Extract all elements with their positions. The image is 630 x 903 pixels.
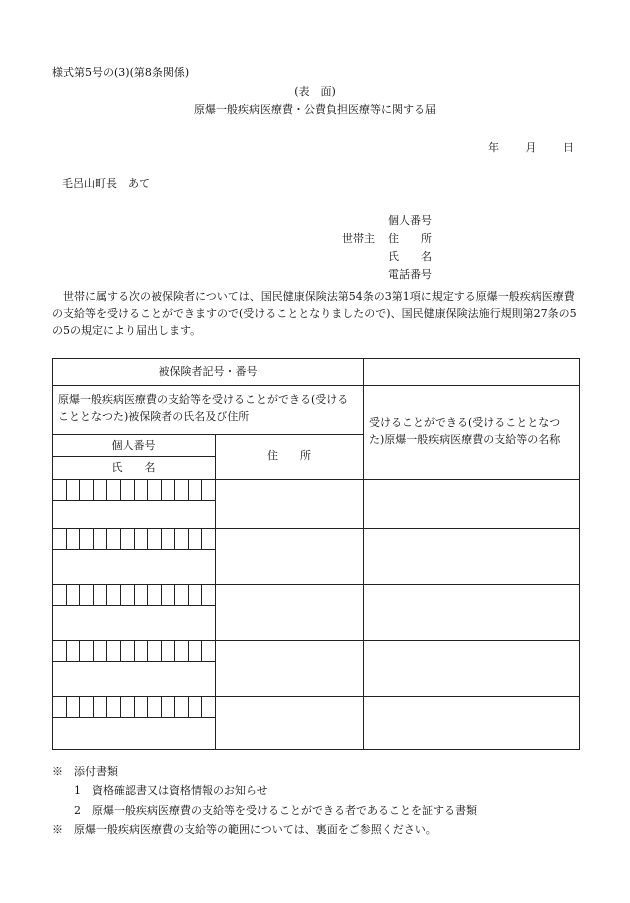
attachment-title: 添付書類 — [74, 765, 118, 778]
side-label: (表 面) — [294, 85, 336, 98]
address-field[interactable] — [216, 528, 363, 584]
sender-role-label: 世帯主 — [342, 232, 375, 245]
benefit-name-label: 受けることができる(受けることとなつた)原爆一般疾病医療費の支給等の名称 — [369, 416, 561, 447]
individual-number-field[interactable] — [52, 696, 215, 717]
attachment-mark: ※ — [52, 765, 63, 778]
benefit-name-field[interactable] — [364, 696, 579, 749]
insured-description: 原爆一般疾病医療費の支給等を受けることができる(受けることとなつた)被保険者の氏名及び住所 — [58, 393, 349, 424]
form-number-label: 様式第5号の(3)(第8条関係) — [52, 66, 190, 79]
name-label: 氏 名 — [111, 461, 156, 474]
sender-name-label: 氏 名 — [388, 250, 432, 263]
benefit-name-field[interactable] — [364, 584, 579, 640]
document-title: 原爆一般疾病医療費・公費負担医療等に関する届 — [194, 103, 436, 116]
name-field[interactable] — [52, 605, 215, 640]
address-field[interactable] — [216, 479, 363, 528]
notes — [52, 762, 477, 839]
benefit-name-field[interactable] — [364, 640, 579, 696]
insured-symbol-value[interactable] — [364, 358, 579, 385]
individual-number-field[interactable] — [52, 584, 215, 605]
date-day: 日 — [563, 141, 574, 154]
name-field[interactable] — [52, 549, 215, 584]
benefit-name-field[interactable] — [364, 528, 579, 584]
note-mark: ※ — [52, 822, 63, 836]
individual-number-field[interactable] — [52, 528, 215, 549]
benefit-name-field[interactable] — [364, 479, 579, 528]
date-year: 年 — [488, 141, 499, 154]
attachment-item-2: 2 原爆一般疾病医療費の支給等を受けることができる者であることを証する書類 — [74, 803, 477, 817]
sender-phone-label: 電話番号 — [388, 268, 432, 281]
addressee: 毛呂山町長 あて — [62, 177, 150, 190]
note-text: 原爆一般疾病医療費の支給等の範囲については、裏面をご参照ください。 — [74, 822, 437, 836]
name-field[interactable] — [52, 500, 215, 528]
name-field[interactable] — [52, 717, 215, 749]
sender-individual-number-label: 個人番号 — [388, 214, 432, 227]
address-field[interactable] — [216, 584, 363, 640]
attachment-item-1: 1 資格確認書又は資格情報のお知らせ — [74, 784, 268, 798]
individual-number-field[interactable] — [52, 640, 215, 661]
individual-number-label: 個人番号 — [111, 439, 156, 452]
name-field[interactable] — [52, 661, 215, 696]
sender-block — [342, 214, 448, 286]
insured-symbol-label: 被保険者記号・番号 — [158, 365, 258, 378]
date-month: 月 — [525, 141, 537, 154]
address-label: 住 所 — [267, 449, 311, 462]
address-field[interactable] — [216, 696, 363, 749]
individual-number-field[interactable] — [52, 479, 215, 500]
date-line — [465, 141, 574, 156]
address-field[interactable] — [216, 640, 363, 696]
declaration-text: 世帯に属する次の被保険者については、国民健康保険法第54条の3第1項に規定する原爆一般疾病医療費の支給等を受けることができますので(受けることとなりましたので)、国民健康保険法施行規則第27条の5の5の規定により届出します。 — [52, 290, 577, 338]
sender-address-label: 住 所 — [388, 232, 432, 245]
insured-table — [52, 358, 580, 750]
